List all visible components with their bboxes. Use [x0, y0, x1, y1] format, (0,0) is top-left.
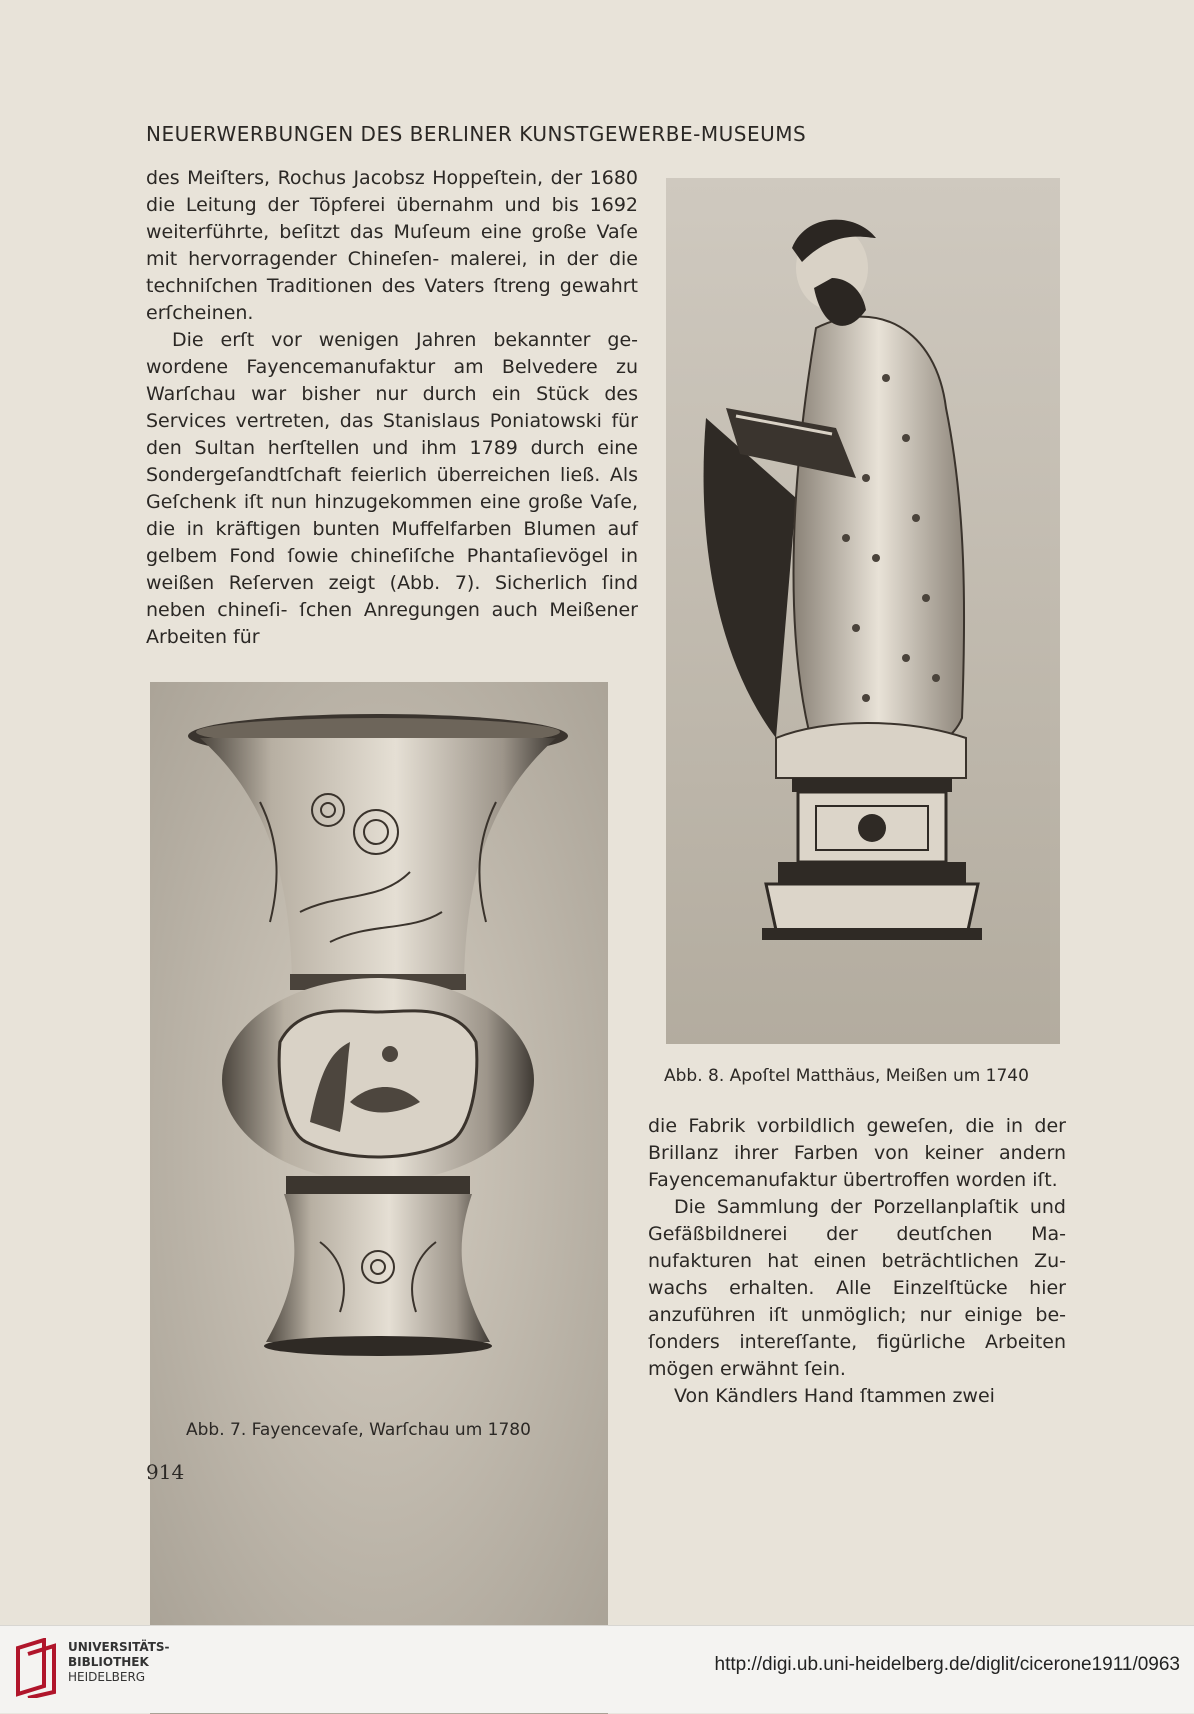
apostle-figurine-photograph — [666, 178, 1060, 1044]
paragraph: Die Sammlung der Porzellanplaſtik und Gefäßbildnerei der deutſchen Ma- nufakturen hat einen beträchtlichen Zu- wachs erhalten. Alle Einzelſtücke hier anzuführen iſt unmöglich; nur einige be- ſonders intereſſante, figürliche Arbeiten mögen erwähnt ſein. — [648, 1196, 1066, 1380]
vase-photograph — [150, 682, 608, 1714]
library-name-line: HEIDELBERG — [68, 1670, 146, 1684]
footer-bar — [0, 1625, 1194, 1713]
university-library-logo-icon — [14, 1638, 68, 1698]
figure-7-caption: Abb. 7. Fayencevaſe, Warſchau um 1780 — [186, 1420, 531, 1440]
permalink-url[interactable]: http://digi.ub.uni-heidelberg.de/diglit/cicerone1911/0963 — [714, 1654, 1180, 1675]
library-name-line: BIBLIOTHEK — [68, 1655, 149, 1669]
paragraph: Die erſt vor wenigen Jahren bekannter ge- wordene Fayencemanufaktur am Belvedere zu Warſchau war bisher nur durch ein Stück des Services vertreten, das Stanislaus Poniatowski für den Sultan herſtellen und ihm 1789 durch eine Sondergeſandtſchaft feierlich überreichen ließ. Als Geſchenk iſt nun hinzugekommen eine große Vaſe, die in kräftigen bunten Muffelfarben Blumen auf gelbem Fond ſowie chineſiſche Phantaſievögel in weißen Reſerven zeigt (Abb. 7). Sicherlich ſind neben chineſi- ſchen Anregungen auch Meißener Arbeiten für — [146, 329, 638, 648]
paragraph: die Fabrik vorbildlich geweſen, die in der Brillanz ihrer Farben von keiner andern Fayencemanufaktur übertroffen worden iſt. — [648, 1115, 1066, 1191]
library-name-line: UNIVERSITÄTS- — [68, 1640, 170, 1654]
running-head: NEUERWERBUNGEN DES BERLINER KUNSTGEWERBE-MUSEUMS — [146, 122, 807, 146]
paragraph: Von Kändlers Hand ſtammen zwei — [674, 1385, 995, 1407]
figure-8-caption: Abb. 8. Apoſtel Matthäus, Meißen um 1740 — [664, 1066, 1029, 1086]
left-column-text — [146, 165, 638, 651]
library-name — [68, 1640, 170, 1685]
page-number: 914 — [146, 1460, 185, 1484]
paragraph: des Meiſters, Rochus Jacobsz Hoppeſtein, der 1680 die Leitung der Töpferei übernahm und bis 1692 weiterführte, beſitzt das Muſeum eine große Vaſe mit hervorragender Chineſen- malerei, in der die techniſchen Traditionen des Vaters ſtreng gewahrt erſcheinen. — [146, 167, 638, 324]
right-column-text — [648, 1113, 1066, 1410]
